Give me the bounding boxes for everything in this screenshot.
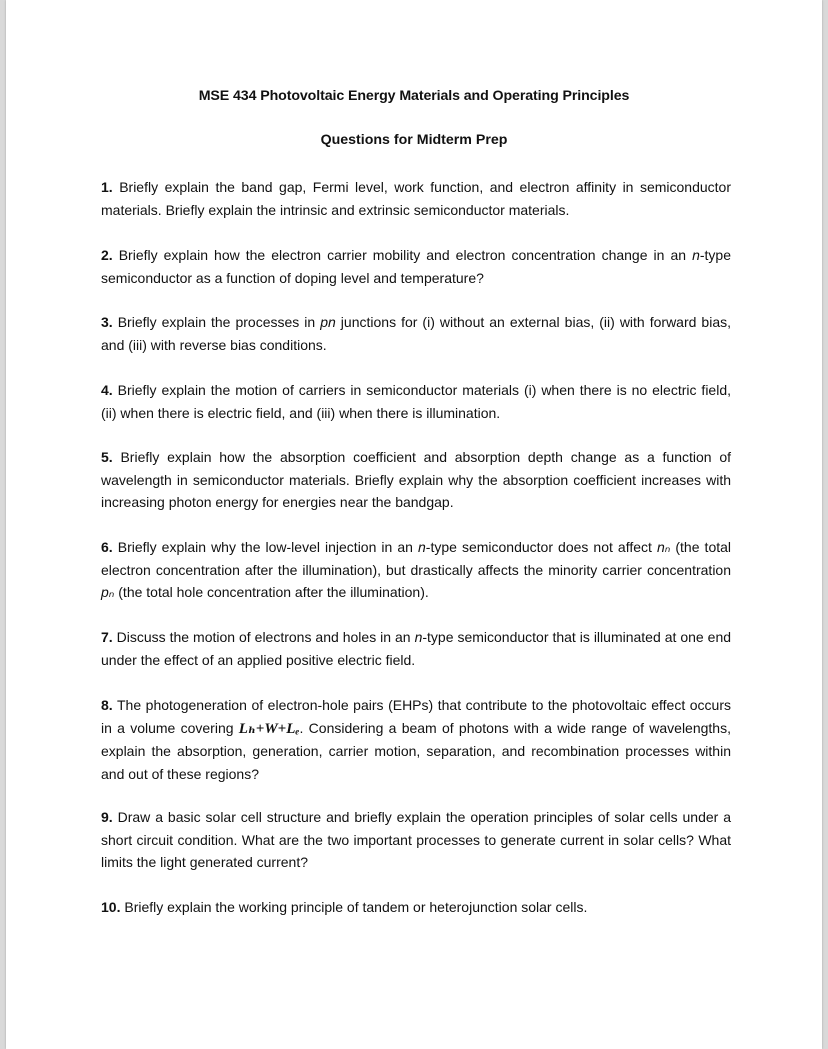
question-2: 2. Briefly explain how the electron carrier mobility and electron concentration change in an n-type semiconductor as a function of doping level and temperature?: [101, 247, 731, 286]
question-3: 3. Briefly explain the processes in pn junctions for (i) without an external bias, (ii) with forward bias, and (iii) with reverse bias conditions.: [101, 314, 732, 353]
question-4: 4. Briefly explain the motion of carriers in semiconductor materials (i) when there is no electric field, (ii) when there is electric field, and (iii) when there is illumination.: [101, 382, 732, 421]
document-title: MSE 434 Photovoltaic Energy Materials and Operating Principles: [198, 88, 630, 104]
question-9: 9. Draw a basic solar cell structure and briefly explain the operation principles of solar cells under a short circuit condition. What are the two important processes to generate current in solar cells? What limits the light generated current?: [101, 809, 732, 870]
question-8: 8. The photogeneration of electron-hole pairs (EHPs) that contribute to the photovoltaic effect occurs in a volume covering Lₕ+W+Lₑ. Considering a beam of photons with a wide range of wavelengths, explain the absorption, generation, carrier motion, separation, and recombination processes within and out of these regions?: [101, 697, 731, 782]
question-10: 10. Briefly explain the working principle of tandem or heterojunction solar cells.: [101, 899, 588, 915]
question-1: 1. Briefly explain the band gap, Fermi level, work function, and electron affinity in semiconductor materials. Briefly explain the intrinsic and extrinsic semiconductor materials.: [101, 179, 731, 218]
document-page: [6, 0, 822, 1049]
document-subtitle: Questions for Midterm Prep: [320, 132, 508, 148]
question-5: 5. Briefly explain how the absorption coefficient and absorption depth change as a function of wavelength in semiconductor materials. Briefly explain why the absorption coefficient increases with increasing photon energy for energies near the bandgap.: [101, 449, 732, 510]
question-6: 6. Briefly explain why the low-level injection in an n-type semiconductor does not affect nₙ (the total electron concentration after the illumination), but drastically affects the minority carrier concentration pₙ (the total hole concentration after the illumination).: [101, 539, 732, 600]
question-7: 7. Discuss the motion of electrons and holes in an n-type semiconductor that is illuminated at one end under the effect of an applied positive electric field.: [101, 629, 732, 668]
